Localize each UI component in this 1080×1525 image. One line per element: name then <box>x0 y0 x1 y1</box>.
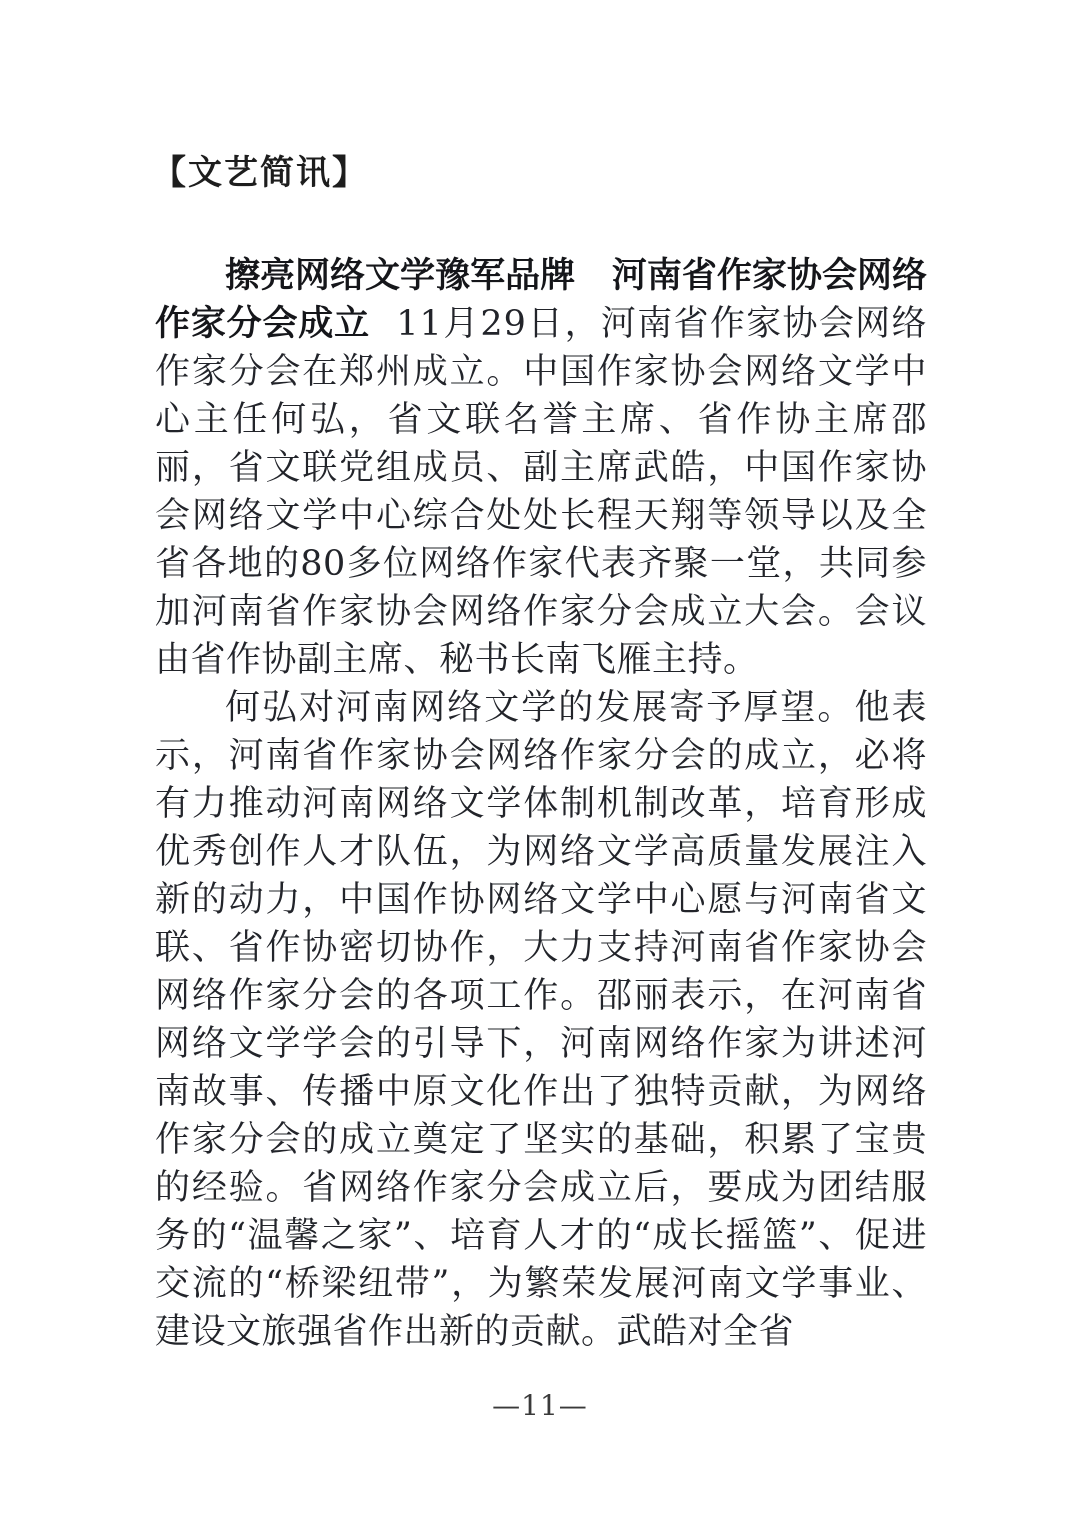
page-number: —11— <box>492 1389 588 1422</box>
article-body <box>155 252 927 1356</box>
article-paragraph-2-text: 何弘对河南网络文学的发展寄予厚望。他表示，河南省作家协会网络作家分会的成立，必将有力推动河南网络文学体制机制改革，培育形成优秀创作人才队伍，为网络文学高质量发展注入新的动力，中国作协网络文学中心愿与河南省文联、省作协密切协作，大力支持河南省作家协会网络作家分会的各项工作。邵丽表示，在河南省网络文学学会的引导下，河南网络作家为讲述河南故事、传播中原文化作出了独特贡献，为网络作家分会的成立奠定了坚实的基础，积累了宝贵的经验。省网络作家分会成立后，要成为团结服务的“温馨之家”、培育人才的“成长摇篮”、促进交流的“桥梁纽带”，为繁荣发展河南文学事业、建设文旅强省作出新的贡献。武皓对全省 <box>155 688 927 1352</box>
article-headline-part-1: 擦亮网络文学豫军品牌 <box>225 256 576 296</box>
article-paragraph-2 <box>155 684 927 1356</box>
section-header: 【文艺简讯】 <box>152 153 368 193</box>
article-dateline: 11月29日 <box>396 304 565 344</box>
article-paragraph-1 <box>155 252 927 684</box>
article-headline-part-2: 河南省作家协会网络作家分会成立 <box>155 256 927 344</box>
article-paragraph-1-text: ，河南省作家协会网络作家分会在郑州成立。中国作家协会网络文学中心主任何弘，省文联名誉主席、省作协主席邵丽，省文联党组成员、副主席武皓，中国作家协会网络文学中心综合处处长程天翔等领导以及全省各地的80多位网络作家代表齐聚一堂，共同参加河南省作家协会网络作家分会成立大会。会议由省作协副主席、秘书长南飞雁主持。 <box>155 304 927 680</box>
